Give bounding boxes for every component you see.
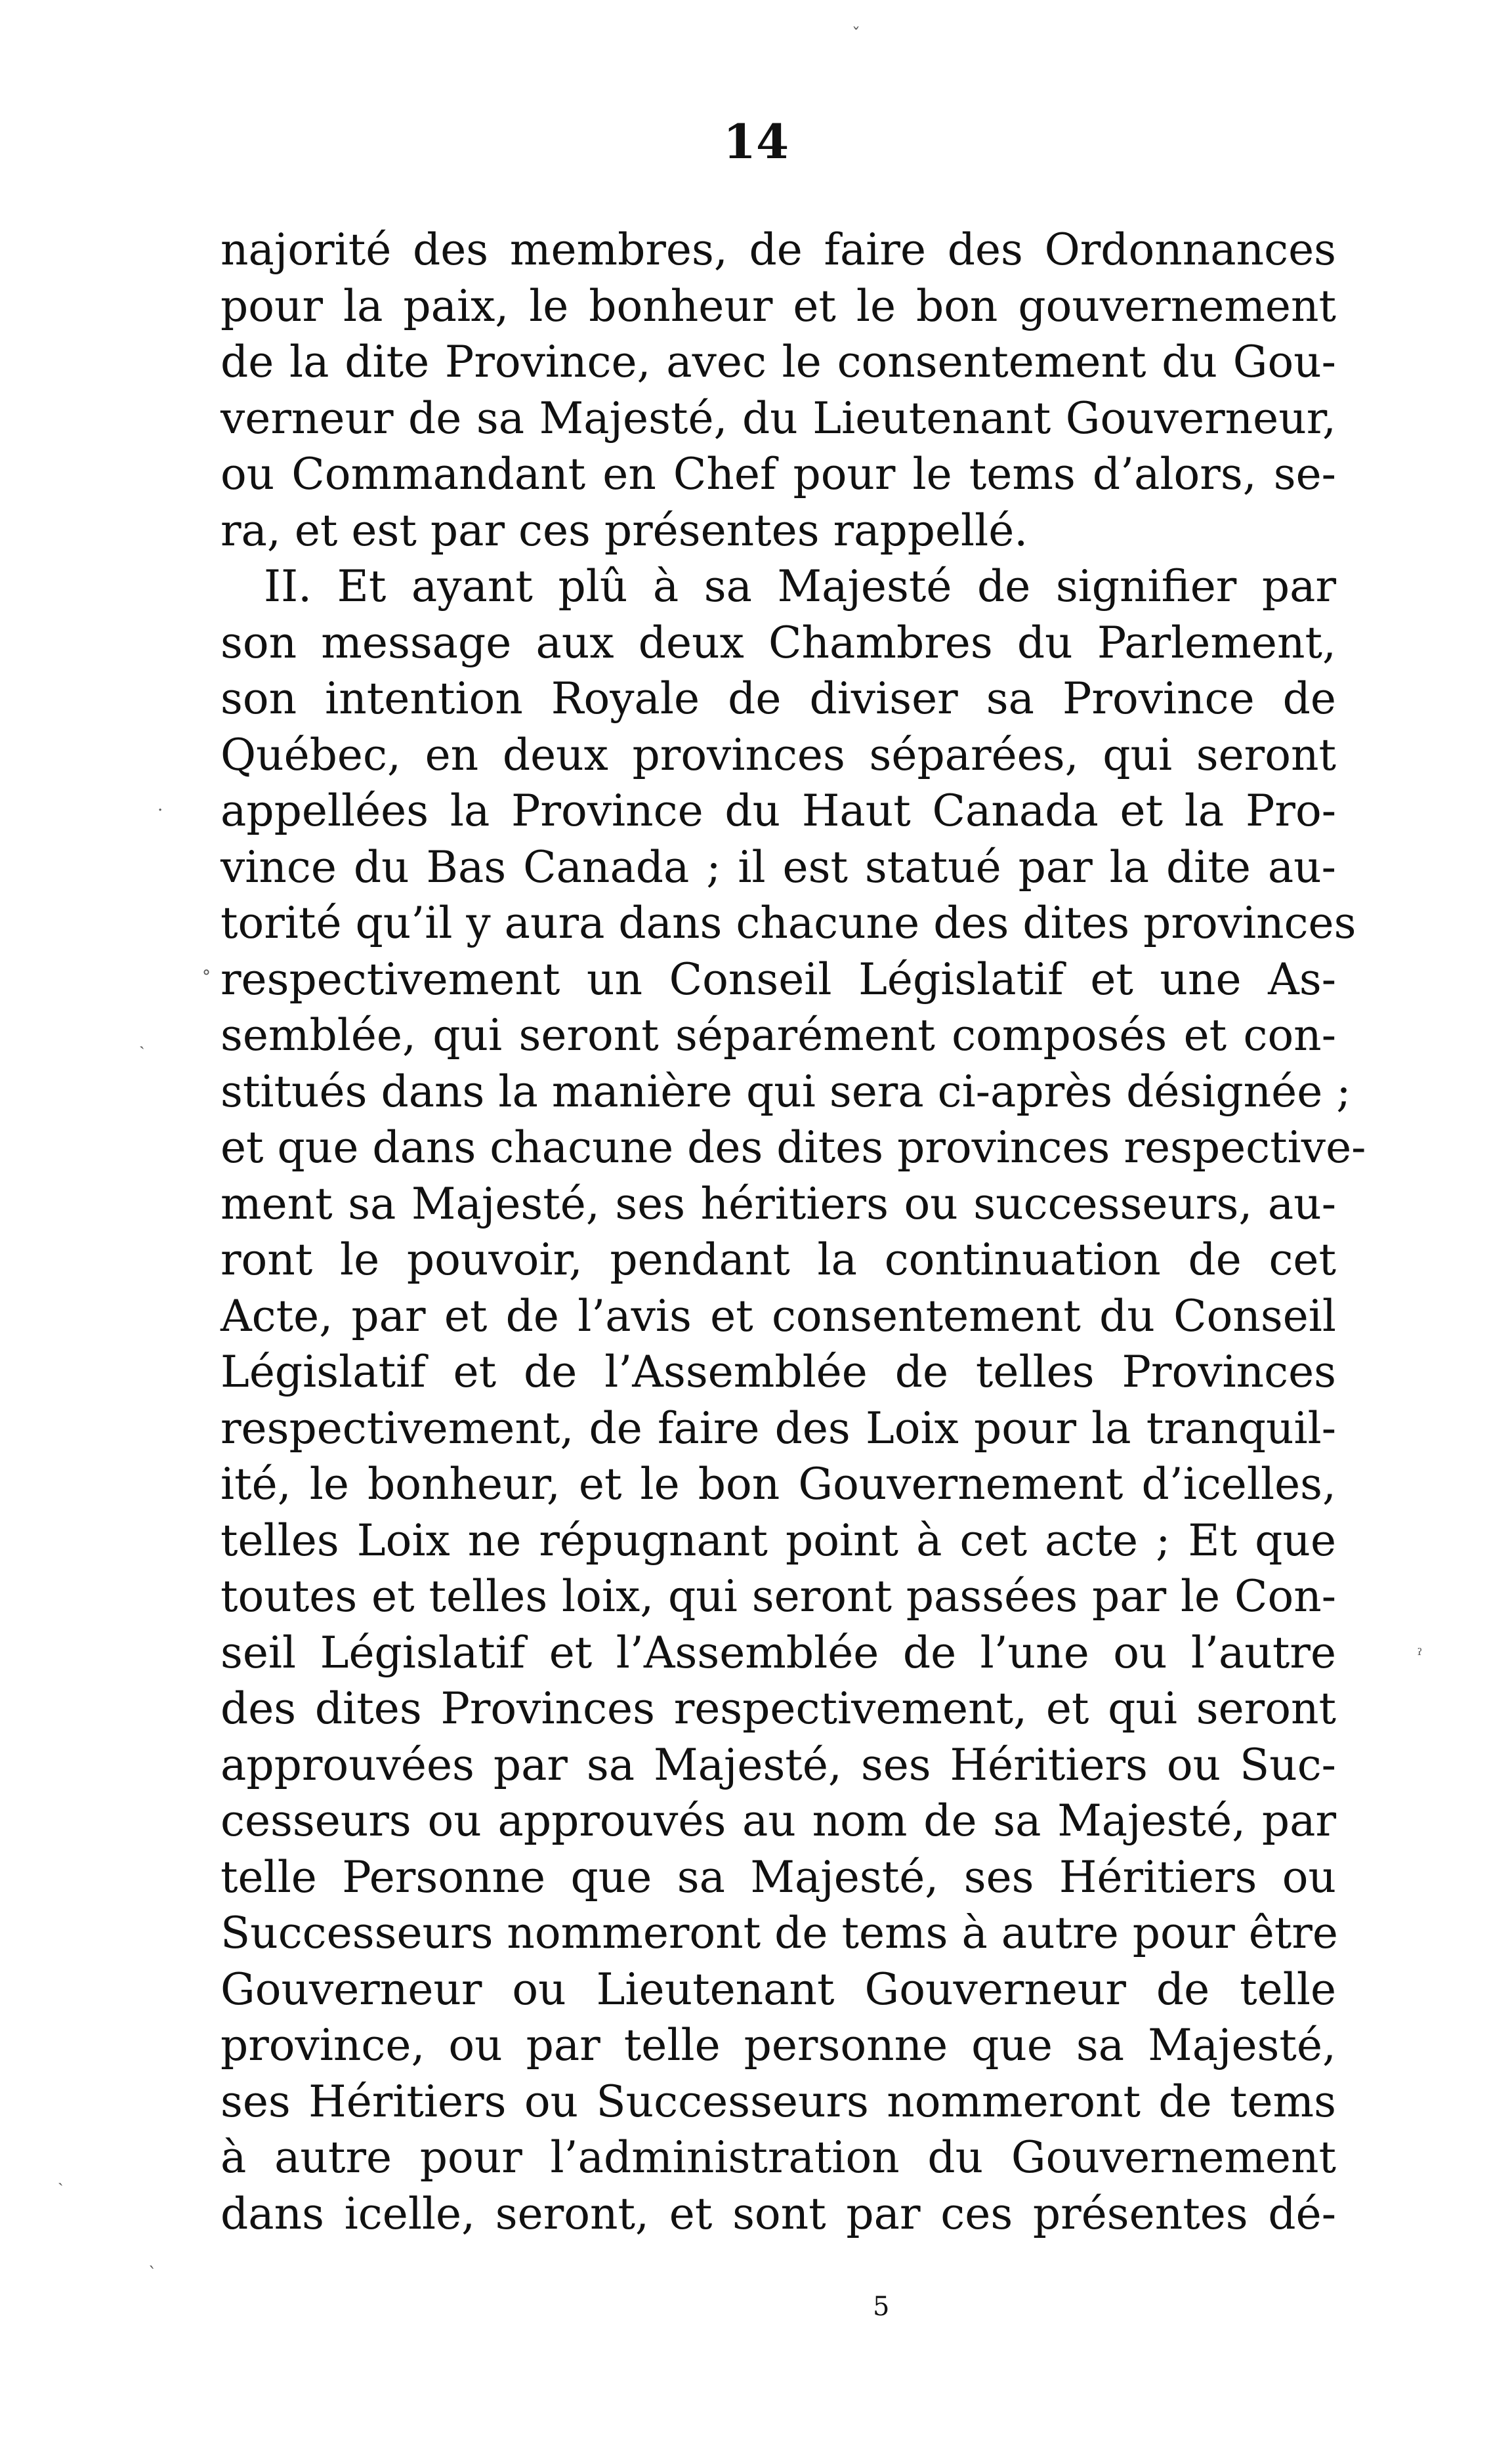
ink-speck: ˎ: [58, 2167, 64, 2187]
catchword: 5: [873, 2292, 890, 2322]
ink-speck: ˀ: [1418, 1646, 1423, 1666]
ink-speck: ˋ: [148, 2264, 157, 2284]
text-line: vince du Bas Canada ; il est statué par la dite au-: [220, 841, 1336, 893]
text-line: dans icelle, seront, et sont par ces présentes dé-: [220, 2188, 1336, 2239]
text-line: ment sa Majesté, ses héritiers ou successeurs, au-: [220, 1178, 1336, 1229]
text-line: de la dite Province, avec le consentement du Gou-: [220, 337, 1336, 387]
text-line: stitués dans la manière qui sera ci-après désignée ;: [220, 1066, 1351, 1117]
text-line: seil Législatif et l’Assemblée de l’une ou l’autre: [220, 1627, 1336, 1678]
text-line: Successeurs nommeront de tems à autre pour être: [220, 1908, 1338, 1958]
text-line: ou Commandant en Chef pour le tems d’alors, se-: [220, 449, 1336, 499]
body-text: [220, 222, 1366, 2242]
text-line: des dites Provinces respectivement, et qui seront: [220, 1683, 1336, 1734]
text-line: et que dans chacune des dites provinces respective-: [220, 1122, 1366, 1173]
text-line: respectivement un Conseil Législatif et une As-: [220, 954, 1336, 1005]
ink-speck: ·: [158, 801, 163, 820]
text-line: pour la paix, le bonheur et le bon gouvernement: [220, 280, 1336, 331]
section-start-line: II. Et ayant plû à sa Majesté de signifier par: [264, 561, 1336, 612]
page-number: 14: [723, 114, 789, 169]
text-line: verneur de sa Majesté, du Lieutenant Gouverneur,: [220, 392, 1336, 444]
text-line: Gouverneur ou Lieutenant Gouverneur de telle: [220, 1964, 1336, 2015]
text-line: semblée, qui seront séparément composés et con-: [220, 1010, 1336, 1061]
text-line: toutes et telles loix, qui seront passées par le Con-: [220, 1571, 1336, 1622]
ink-speck: °: [202, 967, 211, 987]
text-line: à autre pour l’administration du Gouvernement: [220, 2132, 1336, 2183]
text-line: province, ou par telle personne que sa Majesté,: [220, 2020, 1336, 2070]
ink-speck: ˏ: [139, 1030, 145, 1050]
text-line: son intention Royale de diviser sa Province de: [220, 673, 1336, 724]
text-line: ra, et est par ces présentes rappellé.: [220, 505, 1028, 556]
ink-speck: ˇ: [852, 25, 860, 45]
text-line: Québec, en deux provinces séparées, qui seront: [220, 729, 1336, 780]
text-line: ité, le bonheur, et le bon Gouvernement d’icelles,: [220, 1459, 1336, 1509]
text-line: approuvées par sa Majesté, ses Héritiers ou Suc-: [220, 1739, 1336, 1790]
text-line: son message aux deux Chambres du Parlement,: [220, 617, 1336, 668]
text-line: cesseurs ou approuvés au nom de sa Majesté, par: [220, 1796, 1336, 1846]
text-line: telles Loix ne répugnant point à cet acte ; Et que: [220, 1515, 1336, 1566]
text-line: Acte, par et de l’avis et consentement du Conseil: [220, 1290, 1336, 1341]
text-line: telle Personne que sa Majesté, ses Héritiers ou: [220, 1851, 1336, 1902]
text-line: respectivement, de faire des Loix pour la tranquil-: [220, 1402, 1336, 1454]
text-line: appellées la Province du Haut Canada et la Pro-: [220, 786, 1336, 836]
text-line: ront le pouvoir, pendant la continuation de cet: [220, 1234, 1336, 1285]
text-line: Législatif et de l’Assemblée de telles Provinces: [220, 1347, 1336, 1397]
text-line: torité qu’il y aura dans chacune des dites provinces: [220, 898, 1356, 948]
text-line: ses Héritiers ou Successeurs nommeront de tems: [220, 2076, 1336, 2127]
text-line: najorité des membres, de faire des Ordonnances: [220, 224, 1336, 275]
